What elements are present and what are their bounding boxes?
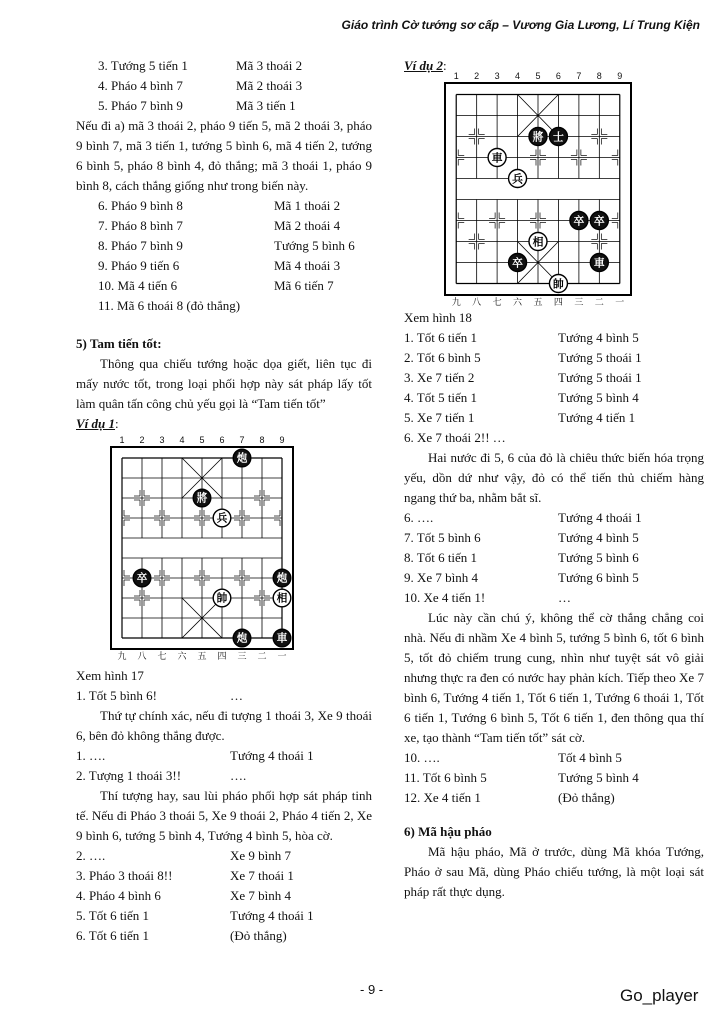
move-row	[404, 748, 704, 768]
board-1-grid	[112, 448, 292, 648]
move-row	[404, 548, 704, 568]
move-row	[76, 886, 372, 906]
move-black: …	[230, 688, 243, 703]
piece-label: 相	[532, 235, 544, 249]
left-paragraph-1: Nếu đi a) mã 3 thoái 2, pháo 9 tiến 5, mã 2 thoái 3, pháo 9 bình 7, mã 3 tiến 1, tướng 5 bình 6, mã 4 tiến 2, tướng 6 bình 5, pháo 8 bình 4, đỏ thắng; mã 3 thoái 1, pháo 9 bình 8, cách thắng giống như trong biến này.	[76, 118, 372, 193]
move-row	[404, 768, 704, 788]
move-row	[76, 686, 372, 706]
file-number: 2	[139, 435, 145, 445]
move-red: 6. Tốt 6 tiến 1	[76, 928, 150, 943]
right-column	[404, 56, 704, 902]
file-number: 5	[199, 435, 205, 445]
file-number: 2	[474, 71, 480, 81]
file-number: 4	[515, 71, 521, 81]
move-red: 2. Tốt 6 bình 5	[404, 350, 481, 365]
section-5-paragraph: Thông qua chiếu tướng hoặc dọa giết, liên tục đi mấy nước tốt, trong loại phối hợp này sát pháp lấy tốt làm quân tấn công chủ yếu gọi là “Tam tiến tốt”	[76, 356, 372, 411]
file-number: 七	[492, 297, 502, 307]
file-number: 八	[472, 297, 482, 307]
move-row	[76, 216, 372, 236]
move-black: Xe 7 bình 4	[230, 888, 292, 903]
piece-label: 將	[196, 492, 208, 505]
piece-label: 卒	[136, 572, 148, 585]
move-row	[404, 328, 704, 348]
left-moves-2	[76, 196, 372, 316]
move-black: Mã 6 tiến 7	[274, 278, 334, 293]
file-number: 九	[117, 651, 127, 661]
piece-label: 相	[276, 592, 288, 605]
file-number: 5	[535, 71, 541, 81]
move-black: ….	[230, 768, 247, 783]
section-6-title: 6) Mã hậu pháo	[404, 824, 492, 839]
piece-label: 車	[491, 151, 503, 165]
move-red: 8. Tốt 6 tiến 1	[404, 550, 478, 565]
move-row	[404, 428, 704, 448]
file-number: 9	[617, 71, 623, 81]
move-red: 8. Pháo 7 bình 9	[98, 238, 183, 253]
board-2-grid	[446, 84, 630, 294]
move-red: 1. ….	[76, 748, 106, 763]
move-red: 6. Pháo 9 bình 8	[98, 198, 183, 213]
page-header: Giáo trình Cờ tướng sơ cấp – Vương Gia Lương, Lí Trung Kiện	[341, 18, 700, 32]
move-row	[404, 368, 704, 388]
move-black: Tướng 6 bình 5	[558, 570, 639, 585]
file-number: 六	[513, 297, 523, 307]
right-moves-3	[404, 748, 704, 808]
fig17-move-1	[76, 686, 372, 706]
move-black: (Đỏ thắng)	[558, 790, 615, 805]
move-black: Xe 7 thoái 1	[230, 868, 294, 883]
file-number: 六	[177, 651, 187, 661]
brand-watermark: Go_player	[620, 986, 699, 1005]
move-row	[404, 588, 704, 608]
move-red: 11. Tốt 6 bình 5	[404, 770, 487, 785]
board-1-top-numbers	[110, 434, 308, 446]
piece-label: 兵	[512, 172, 523, 186]
move-row	[76, 96, 372, 116]
board-2-figure	[444, 70, 644, 308]
file-number: 二	[257, 651, 267, 661]
piece-label: 帥	[216, 592, 228, 605]
move-red: 3. Pháo 3 thoái 8!!	[76, 868, 173, 883]
file-number: 6	[555, 71, 561, 81]
piece-label: 帥	[553, 277, 564, 291]
move-black: …	[558, 590, 571, 605]
file-number: 6	[219, 435, 225, 445]
file-number: 7	[239, 435, 245, 445]
section-5-title: 5) Tam tiến tốt:	[76, 336, 162, 351]
file-number: 8	[259, 435, 265, 445]
move-row	[76, 766, 372, 786]
file-number: 七	[157, 651, 167, 661]
left-top-moves	[76, 56, 372, 116]
move-row	[404, 388, 704, 408]
piece-label: 車	[593, 256, 605, 270]
left-moves-4	[76, 846, 372, 946]
board-1-figure	[110, 434, 308, 662]
move-red: 7. Pháo 8 bình 7	[98, 218, 183, 233]
move-red: 10. ….	[404, 750, 440, 765]
move-red: 5. Xe 7 tiến 1	[404, 410, 475, 425]
move-red: 2. Tượng 1 thoái 3!!	[76, 768, 182, 783]
move-row	[404, 528, 704, 548]
piece-label: 車	[276, 632, 288, 645]
move-black: Tướng 5 bình 4	[558, 770, 639, 785]
move-row	[404, 788, 704, 808]
file-number: 一	[615, 297, 625, 307]
move-row	[76, 56, 372, 76]
move-black: Mã 2 thoái 3	[236, 78, 303, 93]
move-row	[76, 926, 372, 946]
move-black: Tốt 4 bình 5	[558, 750, 622, 765]
move-red: 4. Tốt 5 tiến 1	[404, 390, 478, 405]
move-red: 9. Xe 7 bình 4	[404, 570, 479, 585]
move-black: Tướng 4 thoái 1	[230, 748, 314, 763]
piece-label: 炮	[276, 572, 288, 585]
move-black: Xe 9 bình 7	[230, 848, 292, 863]
move-black: Tướng 5 thoái 1	[558, 370, 642, 385]
move-row	[404, 348, 704, 368]
move-black: Mã 1 thoái 2	[274, 198, 341, 213]
move-red: 4. Pháo 4 bình 6	[76, 888, 161, 903]
move-red: 3. Xe 7 tiến 2	[404, 370, 475, 385]
right-paragraph-1: Hai nước đi 5, 6 của đỏ là chiêu thức biến hóa trọng yếu, dồn dứ như vậy, đỏ có thể tiến thủ chiếm hàng ngang thứ ba, nhằm bắt sĩ.	[404, 450, 704, 505]
board-1-bottom-numbers	[110, 650, 308, 662]
move-black: Tướng 4 bình 5	[558, 530, 639, 545]
move-row	[76, 906, 372, 926]
file-number: 9	[279, 435, 285, 445]
move-black: Mã 3 tiến 1	[236, 98, 296, 113]
move-black: Tướng 5 bình 6	[274, 238, 355, 253]
file-number: 8	[596, 71, 602, 81]
file-number: 二	[594, 297, 604, 307]
move-black: Tướng 5 bình 4	[558, 390, 639, 405]
move-row	[76, 866, 372, 886]
section-6-paragraph: Mã hậu pháo, Mã ở trước, dùng Mã khóa Tướng, Pháo ở sau Mã, dùng Pháo chiếu tướng, là một loại sát pháp rất thực dụng.	[404, 844, 704, 899]
move-red: 11. Mã 6 thoái 8 (đỏ thắng)	[98, 298, 241, 313]
move-black: Tướng 4 tiến 1	[558, 410, 636, 425]
move-black: Tướng 5 bình 6	[558, 550, 639, 565]
piece-label: 炮	[236, 452, 248, 465]
right-moves-1	[404, 328, 704, 448]
left-paragraph-2: Thứ tự chính xác, nếu đi tượng 1 thoái 3, Xe 9 thoái 6, bên đỏ không thắng được.	[76, 708, 372, 743]
move-black: Mã 2 thoái 4	[274, 218, 341, 233]
piece-label: 卒	[512, 256, 523, 270]
example-1-label: Ví dụ 1:	[76, 416, 119, 431]
move-row	[76, 256, 372, 276]
file-number: 三	[574, 297, 584, 307]
move-red: 4. Pháo 4 bình 7	[98, 78, 183, 93]
example-2-heading: Ví dụ 2	[404, 58, 444, 73]
left-column	[76, 56, 372, 946]
move-black: Tướng 4 thoái 1	[230, 908, 314, 923]
board-1	[110, 446, 294, 650]
file-number: 3	[494, 71, 500, 81]
example-2-label: Ví dụ 2:	[404, 58, 447, 73]
move-red: 10. Xe 4 tiến 1!	[404, 590, 486, 605]
file-number: 3	[159, 435, 165, 445]
left-paragraph-3: Thí tượng hay, sau lùi pháo phối hợp sát pháp tinh tế. Nếu đi Pháo 3 thoái 5, Xe 9 thoái 2, Pháo 4 tiến 2, Xe 9 bình 6, tướng 5 bình 4, Tướng 4 bình 5, hòa cờ.	[76, 788, 372, 843]
see-figure-17: Xem hình 17	[76, 668, 144, 683]
move-red: 5. Tốt 6 tiến 1	[76, 908, 150, 923]
move-row	[404, 408, 704, 428]
file-number: 三	[237, 651, 247, 661]
move-row	[76, 236, 372, 256]
file-number: 4	[179, 435, 185, 445]
file-number: 1	[119, 435, 125, 445]
right-moves-2	[404, 508, 704, 608]
piece-label: 將	[532, 130, 544, 144]
file-number: 八	[137, 651, 147, 661]
move-red: 5. Pháo 7 bình 9	[98, 98, 183, 113]
file-number: 四	[553, 297, 563, 307]
move-black: Tướng 5 thoái 1	[558, 350, 642, 365]
move-red: 10. Mã 4 tiến 6	[98, 278, 178, 293]
left-moves-3	[76, 746, 372, 786]
move-row	[404, 568, 704, 588]
piece-label: 士	[553, 130, 564, 144]
move-black: Mã 4 thoái 3	[274, 258, 341, 273]
move-row	[76, 296, 372, 316]
board-2-bottom-numbers	[444, 296, 644, 308]
move-black: Tướng 4 thoái 1	[558, 510, 642, 525]
file-number: 7	[576, 71, 582, 81]
file-number: 九	[451, 297, 461, 307]
move-red: 6. ….	[404, 510, 434, 525]
move-black: Mã 3 thoái 2	[236, 58, 303, 73]
move-row	[404, 508, 704, 528]
move-red: 1. Tốt 6 tiến 1	[404, 330, 478, 345]
move-row	[76, 196, 372, 216]
piece-label: 卒	[573, 214, 585, 228]
move-red: 3. Tướng 5 tiến 1	[98, 58, 188, 73]
move-red: 12. Xe 4 tiến 1	[404, 790, 481, 805]
file-number: 一	[277, 651, 287, 661]
file-number: 1	[453, 71, 459, 81]
piece-label: 兵	[216, 512, 228, 525]
move-row	[76, 76, 372, 96]
move-red: 9. Pháo 9 tiến 6	[98, 258, 180, 273]
file-number: 五	[197, 651, 207, 661]
example-1-heading: Ví dụ 1	[76, 416, 116, 431]
move-row	[76, 276, 372, 296]
move-red: 7. Tốt 5 bình 6	[404, 530, 481, 545]
move-red: 6. Xe 7 thoái 2!! …	[404, 430, 506, 445]
piece-label: 炮	[236, 632, 248, 645]
page-number: - 9 -	[360, 982, 384, 997]
piece-label: 卒	[593, 214, 605, 228]
move-black: (Đỏ thắng)	[230, 928, 287, 943]
move-black: Tướng 4 bình 5	[558, 330, 639, 345]
file-number: 五	[533, 297, 543, 307]
move-row	[76, 746, 372, 766]
board-2	[444, 82, 632, 296]
move-red: 2. ….	[76, 848, 106, 863]
see-figure-18: Xem hình 18	[404, 310, 472, 325]
move-red: 1. Tốt 5 bình 6!	[76, 688, 158, 703]
file-number: 四	[217, 651, 227, 661]
move-row	[76, 846, 372, 866]
right-paragraph-2: Lúc này cần chú ý, không thể cờ thắng chẳng coi nhà. Nếu đi nhầm Xe 4 bình 5, tướng 5 bình 6, tốt 6 bình 5, tốt đỏ chiếm trung cung, nhìn như tuyệt sát vô giải nhưng thực ra đen có nước hay phản kích. Tiếp theo Xe 7 bình 6, Tướng 4 tiến 1, Tốt 6 tiến 1, Tướng 6 thoái 1, Tốt 6 tiến 1, Tướng 6 bình 5, Tốt 6 tiến 1, đen thông qua thí xe, tạo thành “Tam tiến tốt” sát cờ.	[404, 610, 704, 745]
board-2-top-numbers	[444, 70, 644, 82]
